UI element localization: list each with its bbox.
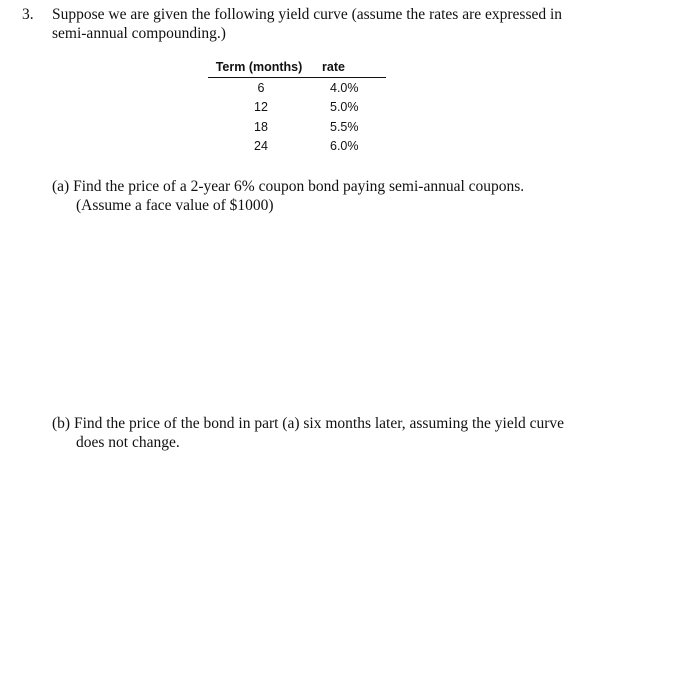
rate-header: rate [310,58,386,78]
table-row [208,137,386,157]
table-row [208,117,386,137]
part-b-line-1: (b) Find the price of the bond in part (a) six months later, assuming the yield curve [52,415,565,432]
rate-cell: 4.0% [330,80,359,95]
question-text [52,5,652,43]
rate-cell: 5.5% [330,119,359,134]
part-a [52,177,652,215]
rate-cell: 5.0% [330,100,359,115]
part-b-line-2: does not change. [76,434,180,451]
table-header-row [208,58,386,78]
part-a-line-1: (a) Find the price of a 2-year 6% coupon bond paying semi-annual coupons. [52,178,525,195]
term-cell: 24 [254,139,268,154]
term-cell: 18 [254,119,268,134]
term-header: Term (months) [208,58,310,78]
question-text-line-1: Suppose we are given the following yield curve (assume the rates are expressed in [52,6,563,23]
term-cell: 6 [257,80,265,95]
yield-curve-table [208,58,386,156]
rate-cell: 6.0% [330,139,359,154]
part-a-line-2: (Assume a face value of $1000) [76,197,274,214]
question-text-line-2: semi-annual compounding.) [52,25,226,42]
part-b [52,414,652,452]
question-number: 3. [22,6,34,23]
term-cell: 12 [254,100,268,115]
table-row [208,78,386,98]
table-row [208,98,386,118]
